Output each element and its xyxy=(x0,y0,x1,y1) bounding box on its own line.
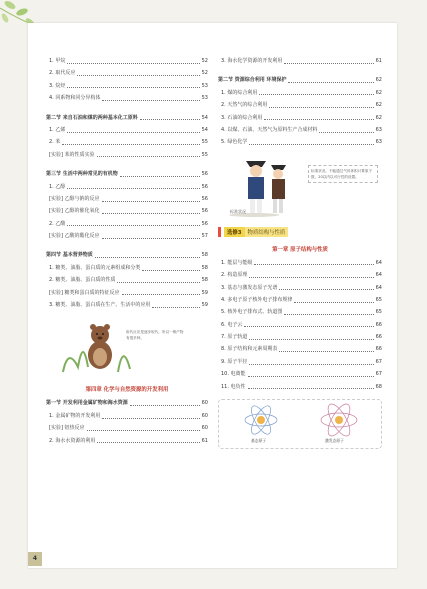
toc-entry[interactable]: 5. 核外电子排布式、轨道图 65 xyxy=(221,309,382,316)
toc-entry[interactable]: 4. 同系物和同分异构体 53 xyxy=(49,95,208,102)
toc-entry[interactable]: 1. 甲烷 52 xyxy=(49,58,208,64)
page-number: 4 xyxy=(28,552,42,566)
toc-entry[interactable]: 6. 电子云 66 xyxy=(221,321,382,328)
toc-section[interactable]: 第二节 来自石油和煤的两种基本化工原料 54 xyxy=(46,114,208,121)
toc-entry[interactable]: 2. 取代反应 52 xyxy=(49,70,208,77)
bear-cartoon xyxy=(46,317,208,377)
toc-entry[interactable]: 3. 石油的综合利用 62 xyxy=(221,114,382,121)
toc-right-column xyxy=(218,55,382,449)
toc-entry[interactable]: 9. 原子半径 67 xyxy=(221,358,382,365)
toc-group xyxy=(46,55,208,105)
toc-entry[interactable]: 3. 基态与激发态原子光谱 64 xyxy=(221,284,382,291)
toc-page xyxy=(28,23,397,568)
toc-entry[interactable]: 3. 糖类、油脂、蛋白质在生产、生活中的应用 59 xyxy=(49,302,208,309)
toc-entry[interactable]: 2. 苯 55 xyxy=(49,139,208,146)
toc-entry[interactable]: [实验] 苯的性质实验 55 xyxy=(49,151,208,158)
toc-entry[interactable]: 1. 乙烯 54 xyxy=(49,126,208,133)
toc-entry[interactable]: 7. 原子轨道 66 xyxy=(221,334,382,341)
toc-entry[interactable]: 1. 糖类、油脂、蛋白质的元素组成和分类 58 xyxy=(49,264,208,271)
toc-entry[interactable]: 2. 糖类、油脂、蛋白质的性质 58 xyxy=(49,277,208,284)
toc-section[interactable]: 第四节 基本营养物质 58 xyxy=(46,252,208,259)
atom-label-excited: 激发态原子 xyxy=(325,438,344,444)
toc-left-column xyxy=(46,55,208,447)
cartoon-note: 取代反应是逐步取代，所以一般产物有很多种。 xyxy=(126,330,184,341)
toc-entry[interactable]: [实验] 乙酸的酯化反应 57 xyxy=(49,233,208,240)
toc-entry[interactable]: [实验] 乙醇与钠的反应 56 xyxy=(49,195,208,202)
cartoon-note: 标准状况，不能通过气体体积计算原子数，20以内以可行性的设置。 xyxy=(308,165,378,183)
module-header xyxy=(218,225,382,239)
toc-entry[interactable]: 1. 煤的综合利用 62 xyxy=(221,89,382,96)
toc-entry[interactable]: 8. 原子结构和元素周期表 66 xyxy=(221,346,382,353)
toc-entry[interactable]: 3. 海水化学资源的开发利用 61 xyxy=(221,58,382,64)
toc-entry[interactable]: 3. 烷烃 53 xyxy=(49,82,208,89)
toc-entry[interactable]: 11. 电负性 68 xyxy=(221,383,382,390)
toc-entry[interactable]: [实验] 乙醇的催化氧化 56 xyxy=(49,208,208,215)
toc-entry[interactable]: 4. 多电子原子核外电子排布规律 65 xyxy=(221,296,382,303)
bear-illustration xyxy=(58,317,138,377)
toc-entry[interactable]: 5. 绿色化学 63 xyxy=(221,139,382,146)
toc-section[interactable]: 第一节 开发利用金属矿物和海水资源 60 xyxy=(46,400,208,407)
toc-entry[interactable]: [实验] 铝热反应 60 xyxy=(49,425,208,432)
module-tag: 选修3 xyxy=(224,227,245,237)
chapter-title: 第四章 化学与自然资源的开发利用 xyxy=(85,387,169,394)
toc-section[interactable]: 第二节 资源综合利用 环境保护 62 xyxy=(218,77,382,84)
toc-entry[interactable]: 2. 构造原理 64 xyxy=(221,272,382,279)
napoleon-cartoon xyxy=(218,155,382,219)
module-title: 物质结构与性质 xyxy=(245,227,289,237)
cartoon-caption: 标准状况 xyxy=(230,208,246,214)
toc-entry[interactable]: 1. 能层与能级 64 xyxy=(221,259,382,266)
atom-diagram xyxy=(221,402,381,442)
toc-entry[interactable]: 10. 电离能 67 xyxy=(221,371,382,378)
toc-entry[interactable]: 1. 金属矿物的开发利用 60 xyxy=(49,412,208,419)
toc-entry[interactable]: [实验] 糖类和蛋白质的特征反应 59 xyxy=(49,289,208,296)
toc-section[interactable]: 第三节 生活中两种常见的有机物 56 xyxy=(46,171,208,178)
toc-entry[interactable]: 4. 以煤、石油、天然气为原料生产合成材料 63 xyxy=(221,126,382,133)
atom-label-ground: 基态原子 xyxy=(251,438,267,444)
toc-entry[interactable]: 2. 海水水资源的利用 61 xyxy=(49,437,208,444)
toc-entry[interactable]: 2. 天然气的综合利用 62 xyxy=(221,102,382,109)
module-bar xyxy=(218,227,221,237)
chapter-title: 第一章 原子结构与性质 xyxy=(272,246,328,253)
toc-entry[interactable]: 1. 乙醇 56 xyxy=(49,183,208,190)
napoleon-illustration xyxy=(226,155,306,217)
toc-entry[interactable]: 2. 乙酸 56 xyxy=(49,220,208,227)
atom-illustration xyxy=(218,399,382,449)
